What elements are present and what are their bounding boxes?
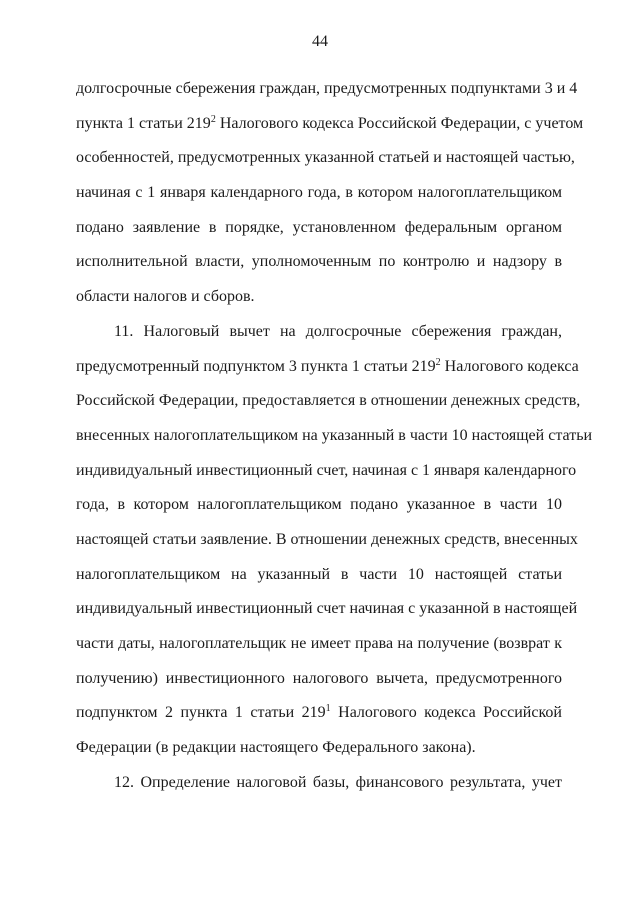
text-line xyxy=(76,454,577,489)
superscript: 2 xyxy=(435,356,441,368)
text-run: получению) инвестиционного налогового вычета, предусмотренного xyxy=(76,669,562,687)
text-run: долгосрочные сбережения граждан, предусмотренных подпунктами 3 и 4 xyxy=(76,80,578,97)
text-run: подпунктом 2 пункта 1 статьи 219 xyxy=(76,704,326,722)
text-run: 12. Определение налоговой базы, финансового результата, учет xyxy=(114,773,562,791)
text-run: области налогов и сборов. xyxy=(76,288,255,306)
paragraph-p12 xyxy=(76,766,562,801)
text-line xyxy=(76,731,562,766)
superscript: 1 xyxy=(325,703,331,715)
paragraph-p1 xyxy=(76,72,584,315)
text-line xyxy=(76,766,562,801)
page-number: 44 xyxy=(312,33,328,50)
text-line xyxy=(76,558,562,593)
text-line xyxy=(76,72,578,107)
text-run: подано заявление в порядке, установленном федеральным органом xyxy=(76,218,562,236)
text-run: индивидуальный инвестиционный счет, начиная с 1 января календарного xyxy=(76,461,577,479)
text-line xyxy=(76,107,584,142)
text-run: Налогового кодекса Российской xyxy=(330,704,562,722)
text-line xyxy=(76,696,562,731)
text-run: Федерации (в редакции настоящего Федерального закона). xyxy=(76,739,476,757)
text-run: года, в котором налогоплательщиком подано указанное в части 10 xyxy=(76,496,562,514)
text-run: предусмотренный подпунктом 3 пункта 1 статьи 219 xyxy=(76,357,436,375)
text-run: Налогового кодекса xyxy=(440,357,579,375)
superscript: 2 xyxy=(210,113,216,125)
text-line xyxy=(76,592,578,627)
text-run: части даты, налогоплательщик не имеет права на получение (возврат к xyxy=(76,635,562,652)
text-run: настоящей статьи заявление. В отношении денежных средств, внесенных xyxy=(76,530,578,548)
text-line xyxy=(76,350,579,385)
text-run: внесенных налогоплательщиком на указанный в части 10 настоящей статьи xyxy=(76,426,593,444)
text-run: пункта 1 статьи 219 xyxy=(76,114,211,132)
text-line xyxy=(76,176,562,211)
text-run: индивидуальный инвестиционный счет начиная с указанной в настоящей xyxy=(76,600,578,618)
paragraph-p11 xyxy=(76,315,593,766)
text-line xyxy=(76,315,562,350)
text-line xyxy=(76,384,581,419)
text-run: Российской Федерации, предоставляется в отношении денежных средств, xyxy=(76,392,581,410)
text-run: 11. Налоговый вычет на долгосрочные сбережения граждан, xyxy=(114,322,562,340)
text-run: исполнительной власти, уполномоченным по контролю и надзору в xyxy=(76,253,562,271)
text-line xyxy=(76,488,562,523)
text-run: Налогового кодекса Российской Федерации, с учетом xyxy=(215,114,584,132)
document-body xyxy=(76,72,593,800)
text-run: особенностей, предусмотренных указанной статьей и настоящей частью, xyxy=(76,149,575,167)
text-run: начиная с 1 января календарного года, в котором налогоплательщиком xyxy=(76,184,562,202)
text-line xyxy=(76,627,562,662)
text-line xyxy=(76,523,578,558)
text-line xyxy=(76,245,562,280)
text-line xyxy=(76,280,562,315)
text-line xyxy=(76,211,562,246)
text-line xyxy=(76,141,575,176)
text-run: налогоплательщиком на указанный в части 10 настоящей статьи xyxy=(76,565,562,583)
text-line xyxy=(76,662,562,697)
text-line xyxy=(76,419,593,454)
